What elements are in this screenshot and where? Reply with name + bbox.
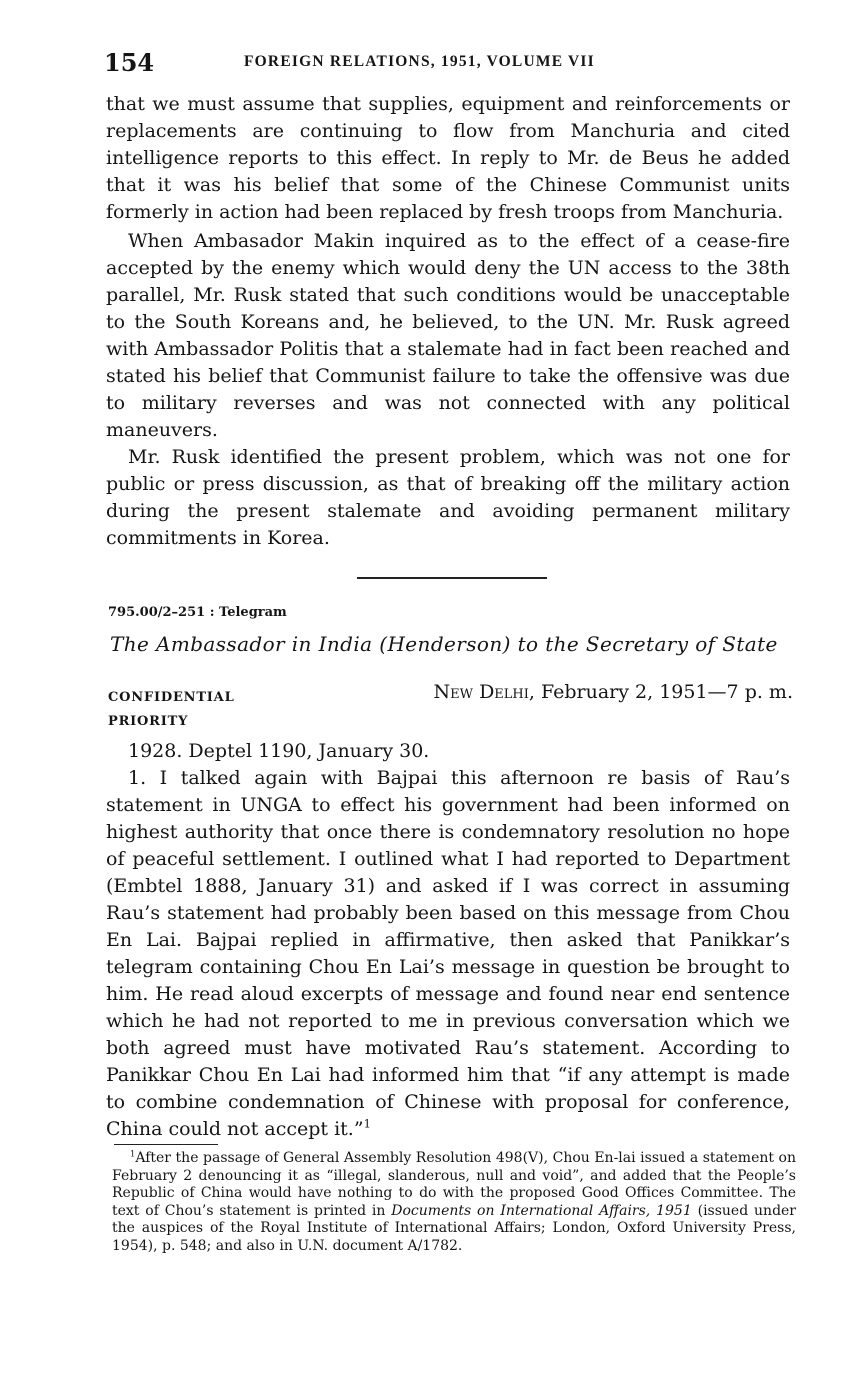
section-divider <box>357 577 547 579</box>
footnote-text-a: After the passage of General Assembly Resolution 498(V), Chou En-lai issued a statement on February 2 denouncing it as “illegal, slanderous, null and void”, and added that the People’s Republic of China would have nothing to do with the proposed Good Offices Committee. The text of Chou’s statement is printed in <box>112 1150 796 1219</box>
footnote-italic-title: Documents on International Affairs, 1951 <box>391 1202 692 1219</box>
dateline-date: , February 2, 1951—7 p. m. <box>528 681 793 703</box>
footnote-text-b: (issued under the auspices of the Royal Institute of International Affairs; London, Oxford University Press, 1954), p. 548; and also in U.N. document A/1782. <box>112 1202 797 1254</box>
dateline <box>434 681 793 703</box>
telegram-paragraph-1-text: 1. I talked again with Bajpai this afternoon re basis of Rau’s statement in UNGA to effect his government had been informed on highest authority that once there is condemnatory resolution no hope of peaceful settlement. I outlined what I had reported to Department (Embtel 1888, January 31) and asked if I was correct in assuming Rau’s statement had probably been based on this message from Chou En Lai. Bajpai replied in affirmative, then asked that Panikkar’s telegram containing Chou En Lai’s message in question be brought to him. He read aloud excerpts of message and found near end sentence which he had not reported to me in previous conversation which we both agreed must have motivated Rau’s statement. According to Panikkar Chou En Lai had informed him that “if any attempt is made to combine condemnation of Chinese with proposal for conference, China could not accept it.” <box>106 767 790 1140</box>
priority-label: PRIORITY <box>108 714 189 729</box>
telegram-paragraph-1 <box>106 765 790 1143</box>
telegram-opening: 1928. Deptel 1190, January 30. <box>128 740 430 762</box>
running-head <box>104 48 794 76</box>
dateline-place: New Delhi <box>433 681 529 703</box>
paragraph-rusk: Mr. Rusk identified the present problem, which was not one for public or press discussion, as that of breaking off the military action during the present stalemate and avoiding permanent military commitments in Korea. <box>106 446 790 549</box>
document-title: The Ambassador in India (Henderson) to the Secretary of State <box>110 632 778 656</box>
page-number: 154 <box>104 48 155 77</box>
footnote <box>112 1150 796 1255</box>
classification-label: CONFIDENTIAL <box>108 690 235 705</box>
running-title: FOREIGN RELATIONS, 1951, VOLUME VII <box>244 53 595 70</box>
footnote-divider <box>114 1144 218 1145</box>
footnote-marker: 1 <box>130 1148 136 1159</box>
footnote-reference[interactable]: 1 <box>363 1116 371 1131</box>
file-reference: 795.00/2–251 : Telegram <box>108 605 287 620</box>
paragraph-continued: that we must assume that supplies, equipment and reinforcements or replacements are continuing to flow from Manchuria and cited intelligence reports to this effect. In reply to Mr. de Beus he added that it was his belief that some of the Chinese Communist units formerly in action had been replaced by fresh troops from Manchuria. <box>106 93 790 223</box>
paragraph-makin: When Ambasador Makin inquired as to the effect of a cease-fire accepted by the enemy which would deny the UN access to the 38th parallel, Mr. Rusk stated that such conditions would be unacceptable to the South Koreans and, he believed, to the UN. Mr. Rusk agreed with Ambassador Politis that a stalemate had in fact been reached and stated his belief that Communist failure to take the offensive was due to military reverses and was not connected with any political maneuvers. <box>106 230 790 441</box>
